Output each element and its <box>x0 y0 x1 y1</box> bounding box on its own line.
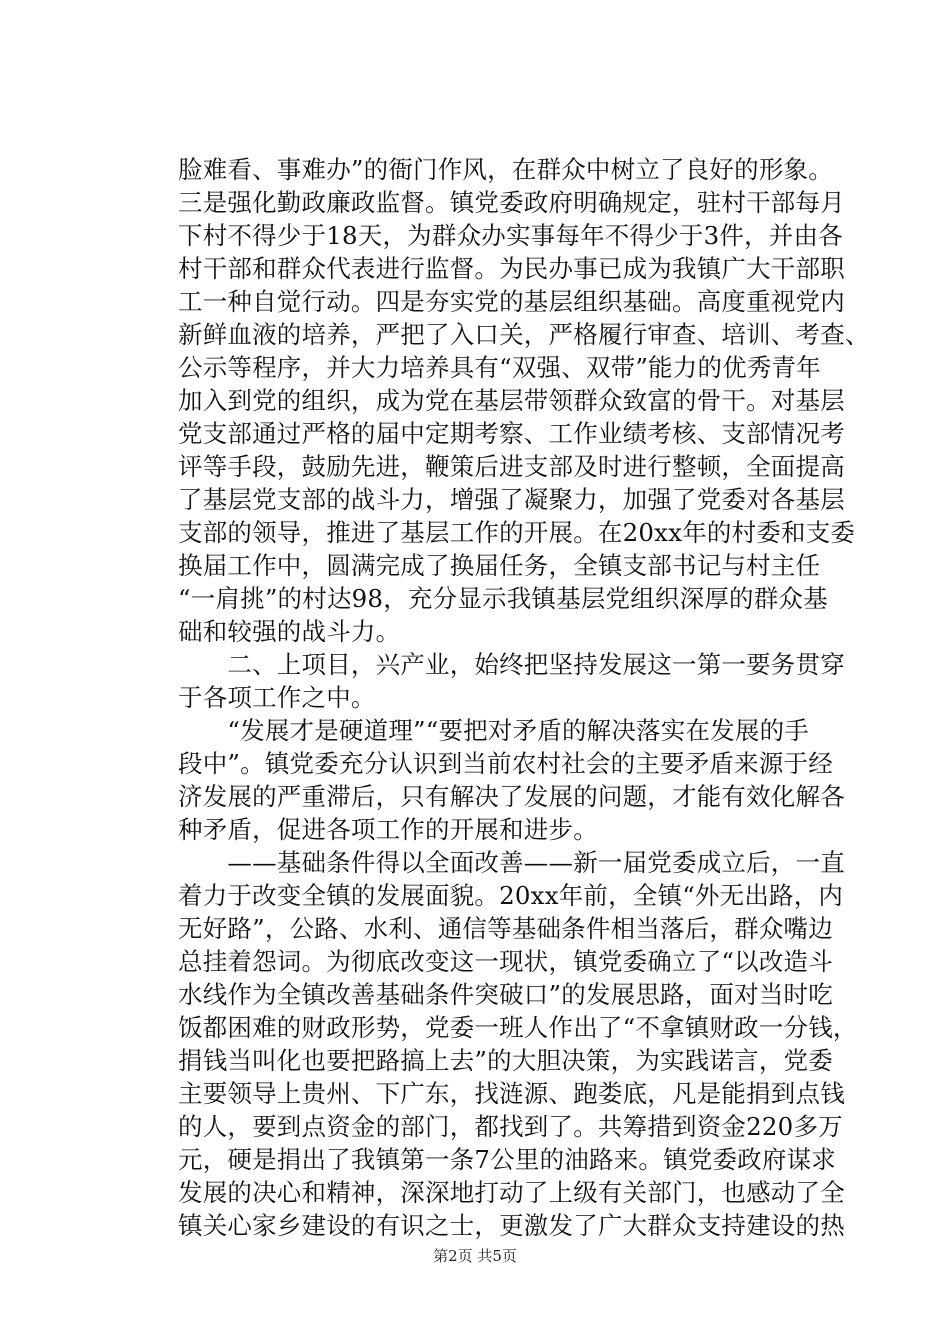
text-line: 镇关心家乡建设的有识之士，更激发了广大群众支持建设的热 <box>178 1211 845 1240</box>
text-line: 二、上项目，兴产业，始终把坚持发展这一第一要务贯穿 <box>178 650 845 679</box>
text-line: 加入到党的组织，成为党在基层带领群众致富的骨干。对基层 <box>178 386 845 415</box>
text-line: “一肩挑”的村达98，充分显示我镇基层党组织深厚的群众基 <box>178 584 828 613</box>
text-line: 无好路”，公路、水利、通信等基础条件相当落后，群众嘴边 <box>178 914 833 943</box>
text-line: 脸难看、事难办”的衙门作风，在群众中树立了良好的形象。 <box>178 155 833 184</box>
text-line: 下村不得少于18天，为群众办实事每年不得少于3件，并由各 <box>178 221 843 250</box>
text-line: 党支部通过严格的届中定期考察、工作业绩考核、支部情况考 <box>178 419 845 448</box>
text-line: 总挂着怨词。为彻底改变这一现状，镇党委确立了“以改造斗 <box>178 947 833 976</box>
text-line: 的人，要到点资金的部门，都找到了。共筹措到资金220多万 <box>178 1112 843 1141</box>
body-text <box>178 153 870 1242</box>
text-line: 元，硬是捐出了我镇第一条7公里的油路来。镇党委政府谋求 <box>178 1145 836 1174</box>
text-line: 水线作为全镇改善基础条件突破口”的发展思路，面对当时吃 <box>178 980 833 1009</box>
text-line: 工一种自觉行动。四是夯实党的基层组织基础。高度重视党内 <box>178 287 845 316</box>
text-line: 济发展的严重滞后，只有解决了发展的问题，才能有效化解各 <box>178 782 845 811</box>
text-line: 三是强化勤政廉政监督。镇党委政府明确规定，驻村干部每月 <box>178 188 845 217</box>
text-line: 种矛盾，促进各项工作的开展和进步。 <box>178 815 598 844</box>
text-line: 评等手段，鼓励先进，鞭策后进支部及时进行整顿，全面提高 <box>178 452 845 481</box>
text-line: ——基础条件得以全面改善——新一届党委成立后，一直 <box>178 848 845 877</box>
text-line: 捐钱当叫化也要把路搞上去”的大胆决策，为实践诺言，党委 <box>178 1046 833 1075</box>
text-line: 支部的领导，推进了基层工作的开展。在20xx年的村委和支委 <box>178 518 856 547</box>
text-line: 主要领导上贵州、下广东，找涟源、跑娄底，凡是能捐到点钱 <box>178 1079 845 1108</box>
text-line: 发展的决心和精神，深深地打动了上级有关部门，也感动了全 <box>178 1178 845 1207</box>
text-line: “发展才是硬道理”“要把对矛盾的解决落实在发展的手 <box>178 716 809 745</box>
text-line: 段中”。镇党委充分认识到当前农村社会的主要矛盾来源于经 <box>178 749 833 778</box>
text-line: 村干部和群众代表进行监督。为民办事已成为我镇广大干部职 <box>178 254 845 283</box>
text-line: 了基层党支部的战斗力，增强了凝聚力，加强了党委对各基层 <box>178 485 845 514</box>
text-line: 公示等程序，并大力培养具有“双强、双带”能力的优秀青年 <box>178 353 821 382</box>
text-line: 换届工作中，圆满完成了换届任务，全镇支部书记与村主任 <box>178 551 821 580</box>
text-line: 于各项工作之中。 <box>178 683 376 712</box>
text-line: 饭都困难的财政形势，党委一班人作出了“不拿镇财政一分钱， <box>178 1013 858 1042</box>
text-line: 础和较强的战斗力。 <box>178 617 401 646</box>
text-line: 新鲜血液的培养，严把了入口关，严格履行审查、培训、考查、 <box>178 320 870 349</box>
text-line: 着力于改变全镇的发展面貌。20xx年前，全镇“外无出路，内 <box>178 881 844 910</box>
page-number-footer: 第2页 共5页 <box>433 1247 517 1265</box>
